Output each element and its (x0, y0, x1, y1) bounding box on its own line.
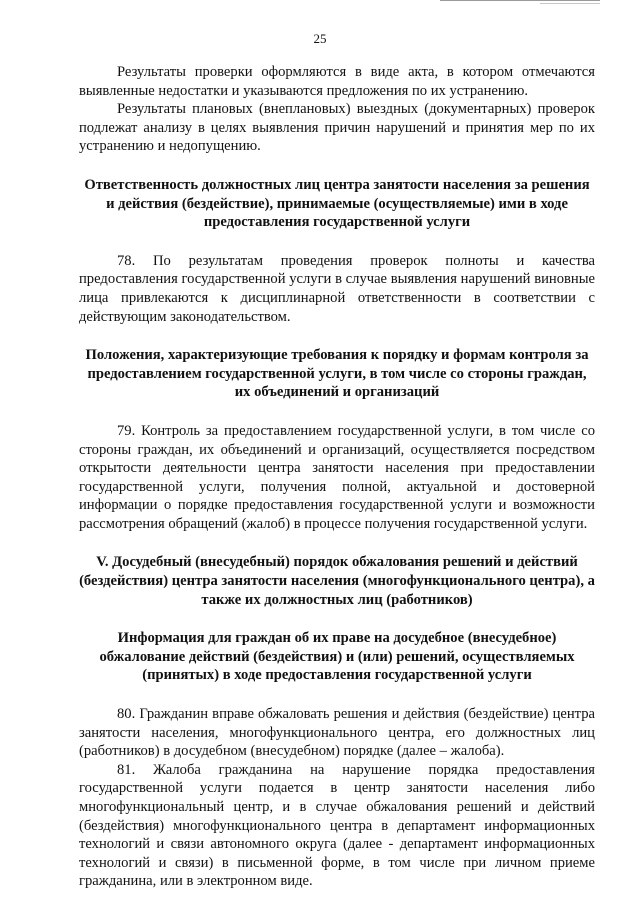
spacer (79, 156, 595, 176)
paragraph-inspection-analysis: Результаты плановых (внеплановых) выездных (документарных) проверок подлежат анализу в целях выявления причин нарушений и принятия мер по их устранению и недопущению. (79, 101, 595, 155)
spacer (79, 402, 595, 422)
spacer (79, 685, 595, 705)
paragraph-inspection-act: Результаты проверки оформляются в виде акта, в котором отмечаются выявленные недостатки и указываются предложения по их устранению. (79, 64, 595, 99)
heading-officials-responsibility: Ответственность должностных лиц центра занятости населения за решения и действия (бездействие), принимаемые (осуществляемые) ими в ходе предоставления государственной услуги (84, 176, 590, 231)
heading-control-requirements: Положения, характеризующие требования к порядку и формам контроля за предоставлением государственной услуги, в том числе со стороны граждан, их объединений и организаций (85, 347, 589, 401)
paragraph-78: 78. По результатам проведения проверок полноты и качества предоставления государственной услуги в случае выявления нарушений виновные лица привлекаются к дисциплинарной ответственности в соответствии с действующим законодательством. (79, 252, 595, 325)
spacer (79, 232, 595, 252)
paragraph-80: 80. Гражданин вправе обжаловать решения и действия (бездействие) центра занятости населения, многофункционального центра, его должностных лиц (работников) в досудебном (внесудебном) порядке (далее – жалоба). (79, 706, 595, 760)
paragraph-81: 81. Жалоба гражданина на нарушение порядка предоставления государственной услуги подается в центр занятости населения либо многофункциональный центр, и в случае обжалования решений и действий (бездействия) многофункционального центра в департамент информационных технологий и связи автономного округа (далее - департамент информационных технологий и связи) в письменной форме, в том числе при личном приеме гражданина, или в электронном виде. (79, 761, 595, 890)
heading-appeal-rights-info: Информация для граждан об их праве на досудебное (внесудебное) обжалование действий (бездействия) и (или) решений, осуществляемых (принятых) в ходе предоставления государственной услуги (99, 630, 575, 684)
top-edge-rule (440, 0, 600, 1)
spacer (79, 533, 595, 553)
page-number: 25 (313, 31, 327, 46)
spacer (79, 326, 595, 346)
paragraph-79: 79. Контроль за предоставлением государственной услуги, в том числе со стороны граждан, их объединений и организаций, осуществляется посредством открытости деятельности центра занятости населения при предоставлении государственной услуги, получения полной, актуальной и достоверной информации о порядке предоставления государственной услуги и возможности рассмотрения обращений (жалоб) в процессе получения государственной услуги. (79, 422, 595, 532)
top-edge-rule-secondary (540, 3, 600, 4)
heading-section-v-appeal: V. Досудебный (внесудебный) порядок обжалования решений и действий (бездействия) центра занятости населения (многофункционального центра), а также их должностных лиц (работников) (79, 554, 595, 608)
document-body (79, 63, 595, 891)
spacer (79, 609, 595, 629)
